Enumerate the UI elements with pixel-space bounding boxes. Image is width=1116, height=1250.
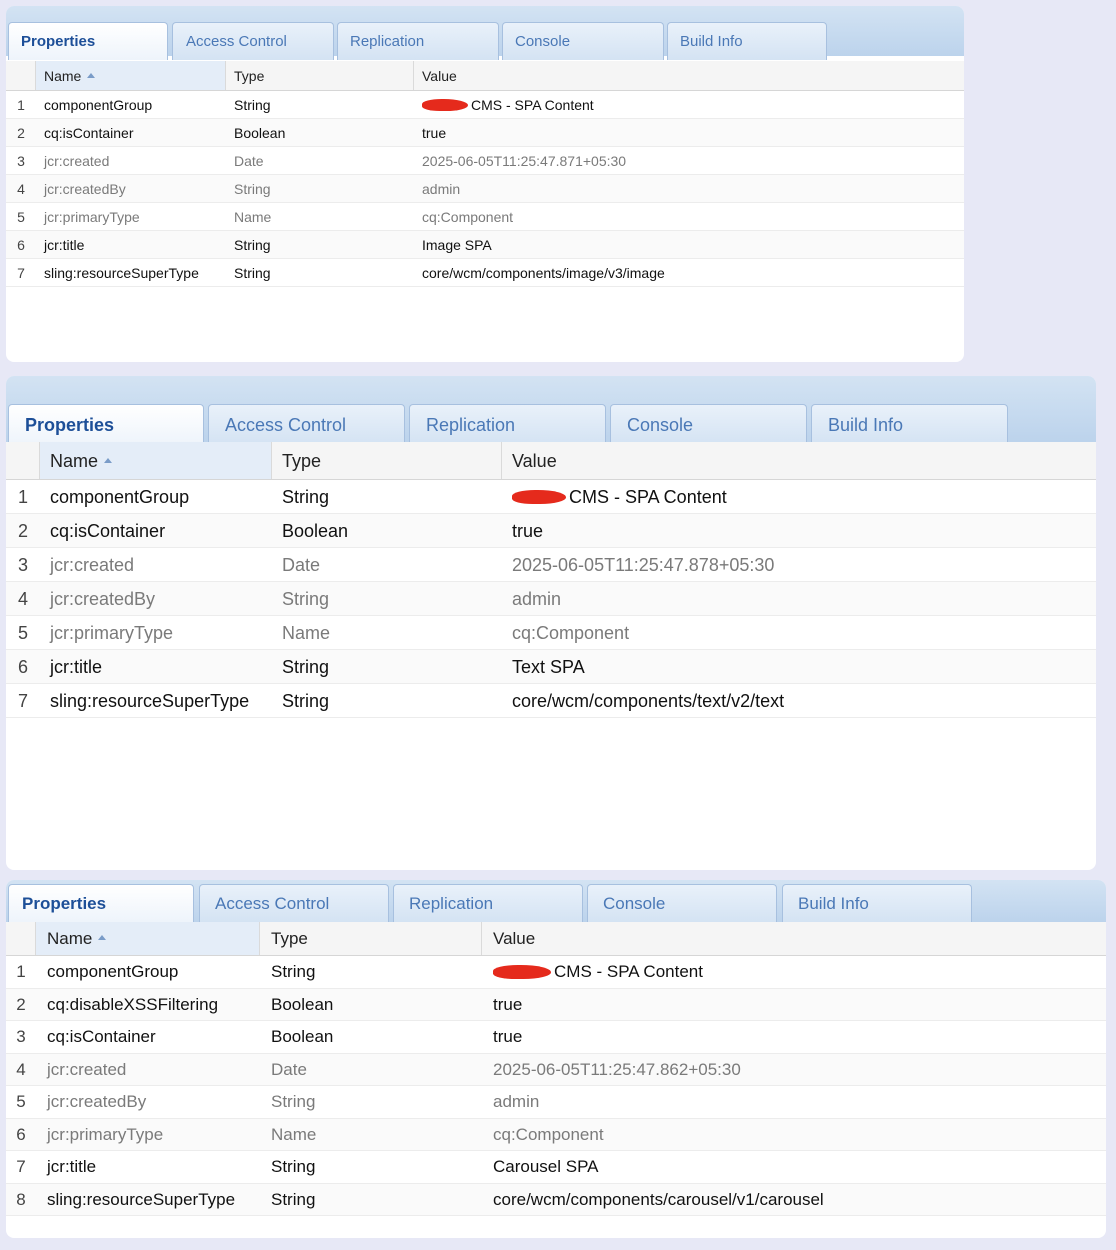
property-type: Name (234, 209, 272, 225)
property-type: String (271, 962, 316, 981)
tab-build-info[interactable]: Build Info (667, 22, 827, 60)
table-row[interactable] (6, 1119, 1106, 1152)
property-name: jcr:primaryType (50, 623, 174, 643)
property-name: cq:isContainer (50, 521, 166, 541)
property-value (414, 147, 964, 174)
tab-console[interactable]: Console (610, 404, 807, 444)
row-number: 1 (17, 97, 25, 113)
row-number: 3 (17, 555, 28, 575)
table-row[interactable] (6, 1021, 1106, 1054)
property-name: jcr:created (50, 555, 135, 575)
name-column-header[interactable]: Name (40, 442, 272, 479)
sort-ascending-icon (98, 935, 106, 940)
property-name: cq:isContainer (47, 1027, 156, 1046)
property-value (502, 684, 1096, 717)
grid-header (6, 442, 1096, 480)
property-type: String (271, 1189, 316, 1209)
row-number: 2 (17, 521, 28, 541)
property-value-text: admin (422, 181, 461, 197)
row-number: 4 (16, 1059, 26, 1079)
property-name: jcr:created (47, 1059, 127, 1079)
value-column-header[interactable]: Value (493, 929, 536, 948)
row-number: 7 (16, 1157, 26, 1176)
property-value (482, 1151, 1106, 1183)
property-value (414, 203, 964, 230)
property-name: componentGroup (44, 97, 153, 113)
property-value-text: true (493, 994, 523, 1014)
property-name: sling:resourceSuperType (50, 691, 250, 711)
properties-panel-carousel-spa (6, 880, 1106, 1238)
property-value (482, 1054, 1106, 1086)
value-column-header[interactable]: Value (422, 68, 457, 84)
redaction-mark (422, 99, 468, 111)
property-value-text: 2025-06-05T11:25:47.871+05:30 (422, 153, 627, 169)
property-type: Boolean (282, 521, 349, 541)
row-number: 6 (17, 237, 25, 253)
property-value-text: CMS - SPA Content (554, 962, 703, 981)
property-value-text: admin (512, 589, 562, 609)
table-row[interactable] (6, 1054, 1106, 1087)
property-value (502, 548, 1096, 581)
property-type: Name (282, 623, 331, 643)
properties-grid (6, 442, 1096, 870)
property-value-text: core/wcm/components/image/v3/image (422, 265, 665, 281)
property-value (502, 514, 1096, 547)
row-number: 3 (17, 153, 25, 169)
property-value (482, 989, 1106, 1021)
table-row[interactable] (6, 548, 1096, 582)
row-number: 7 (17, 265, 25, 281)
row-number: 5 (17, 209, 25, 225)
property-type: Boolean (234, 125, 286, 141)
property-name: jcr:createdBy (47, 1092, 147, 1111)
tab-replication[interactable]: Replication (409, 404, 606, 444)
property-type: String (271, 1157, 316, 1176)
tab-bar (6, 376, 1096, 442)
table-row[interactable] (6, 1086, 1106, 1119)
property-name: jcr:primaryType (47, 1124, 164, 1144)
redaction-mark (493, 965, 551, 979)
property-value (414, 175, 964, 202)
property-type: String (234, 97, 271, 113)
value-column-header[interactable]: Value (512, 451, 557, 471)
property-name: componentGroup (50, 487, 190, 507)
table-row[interactable] (6, 231, 964, 259)
property-type: Date (234, 153, 264, 169)
property-name: cq:disableXSSFiltering (47, 994, 219, 1014)
property-value (502, 582, 1096, 615)
row-number: 8 (16, 1189, 26, 1209)
sort-ascending-icon (87, 73, 95, 78)
property-value (502, 480, 1096, 513)
property-value-text: true (422, 125, 447, 141)
property-value (414, 119, 964, 146)
property-value-text: true (512, 521, 544, 541)
table-row[interactable] (6, 203, 964, 231)
grid-header (6, 922, 1106, 956)
row-number: 3 (16, 1027, 26, 1046)
property-value-text: CMS - SPA Content (569, 487, 727, 507)
row-number-header (6, 442, 40, 479)
redaction-mark (512, 490, 566, 504)
tab-properties[interactable]: Properties (8, 404, 204, 444)
property-value-text: 2025-06-05T11:25:47.878+05:30 (512, 555, 775, 575)
tab-bar (6, 6, 964, 56)
property-type: String (234, 265, 271, 281)
property-value (502, 650, 1096, 683)
table-row[interactable] (6, 514, 1096, 548)
name-column-header[interactable]: Name (36, 61, 226, 90)
row-number: 1 (16, 962, 26, 981)
table-row[interactable] (6, 582, 1096, 616)
properties-panel-text-spa (6, 376, 1096, 870)
property-value (482, 1086, 1106, 1118)
row-number: 4 (17, 589, 28, 609)
table-row[interactable] (6, 956, 1106, 989)
row-number: 5 (16, 1092, 26, 1111)
row-number: 5 (17, 623, 28, 643)
row-number: 7 (17, 691, 28, 711)
property-value (482, 1119, 1106, 1151)
type-column-header[interactable]: Type (260, 922, 482, 955)
properties-panel-image-spa (6, 6, 964, 362)
property-value-text: Image SPA (422, 237, 492, 253)
tab-build-info[interactable]: Build Info (811, 404, 1008, 444)
tab-console[interactable]: Console (587, 884, 777, 922)
property-value-text: cq:Component (422, 209, 514, 225)
property-value (482, 1021, 1106, 1053)
table-row[interactable] (6, 175, 964, 203)
tab-bar (6, 880, 1106, 922)
property-value-text: true (493, 1027, 523, 1046)
property-name: jcr:primaryType (44, 209, 140, 225)
tab-access-control[interactable]: Access Control (208, 404, 405, 444)
property-name: sling:resourceSuperType (47, 1189, 236, 1209)
tab-access-control[interactable]: Access Control (199, 884, 389, 922)
property-value-text: cq:Component (512, 623, 630, 643)
property-name: jcr:title (50, 657, 103, 677)
row-number: 2 (16, 994, 26, 1014)
row-number: 1 (17, 487, 28, 507)
property-value-text: core/wcm/components/text/v2/text (512, 691, 785, 711)
property-value (482, 956, 1106, 988)
tab-replication[interactable]: Replication (337, 22, 499, 60)
row-number: 6 (16, 1124, 26, 1144)
property-name: jcr:createdBy (50, 589, 156, 609)
property-value (482, 1184, 1106, 1216)
property-name: jcr:createdBy (44, 181, 126, 197)
property-name: cq:isContainer (44, 125, 134, 141)
row-number-header (6, 922, 36, 955)
table-row[interactable] (6, 616, 1096, 650)
table-row[interactable] (6, 1151, 1106, 1184)
table-row[interactable] (6, 989, 1106, 1022)
property-name: componentGroup (47, 962, 179, 981)
property-type: Date (271, 1059, 307, 1079)
property-type: String (282, 487, 330, 507)
tab-properties[interactable]: Properties (8, 884, 194, 922)
property-type: Boolean (271, 1027, 334, 1046)
property-name: jcr:title (44, 237, 85, 253)
table-row[interactable] (6, 259, 964, 287)
property-value-text: 2025-06-05T11:25:47.862+05:30 (493, 1059, 741, 1079)
property-type: String (234, 237, 271, 253)
properties-grid (6, 922, 1106, 1238)
table-row[interactable] (6, 480, 1096, 514)
property-type: String (282, 657, 330, 677)
property-name: sling:resourceSuperType (44, 265, 199, 281)
property-type: Date (282, 555, 321, 575)
tab-replication[interactable]: Replication (393, 884, 583, 922)
table-row[interactable] (6, 1184, 1106, 1217)
property-name: jcr:created (44, 153, 110, 169)
property-type: String (282, 589, 330, 609)
tab-properties[interactable]: Properties (8, 22, 168, 60)
row-number: 4 (17, 181, 25, 197)
table-row[interactable] (6, 650, 1096, 684)
type-column-header[interactable]: Type (226, 61, 414, 90)
properties-grid (6, 61, 964, 362)
property-value-text: cq:Component (493, 1124, 604, 1144)
table-row[interactable] (6, 119, 964, 147)
tab-access-control[interactable]: Access Control (172, 22, 334, 60)
property-type: String (271, 1092, 316, 1111)
name-column-header[interactable]: Name (36, 922, 260, 955)
property-value-text: Carousel SPA (493, 1157, 599, 1176)
tab-build-info[interactable]: Build Info (782, 884, 972, 922)
table-row[interactable] (6, 91, 964, 119)
type-column-header[interactable]: Type (272, 442, 502, 479)
property-type: Name (271, 1124, 317, 1144)
property-type: Boolean (271, 994, 334, 1014)
grid-header (6, 61, 964, 91)
property-type: String (282, 691, 330, 711)
sort-ascending-icon (104, 458, 112, 463)
property-value (414, 91, 964, 118)
property-value (414, 259, 964, 286)
property-type: String (234, 181, 271, 197)
property-value-text: Text SPA (512, 657, 585, 677)
table-row[interactable] (6, 684, 1096, 718)
property-value (414, 231, 964, 258)
row-number: 6 (17, 657, 28, 677)
tab-console[interactable]: Console (502, 22, 664, 60)
property-value-text: core/wcm/components/carousel/v1/carousel (493, 1189, 824, 1209)
row-number-header (6, 61, 36, 90)
row-number: 2 (17, 125, 25, 141)
property-value-text: admin (493, 1092, 540, 1111)
property-value (502, 616, 1096, 649)
property-name: jcr:title (47, 1157, 97, 1176)
table-row[interactable] (6, 147, 964, 175)
property-value-text: CMS - SPA Content (471, 97, 594, 113)
